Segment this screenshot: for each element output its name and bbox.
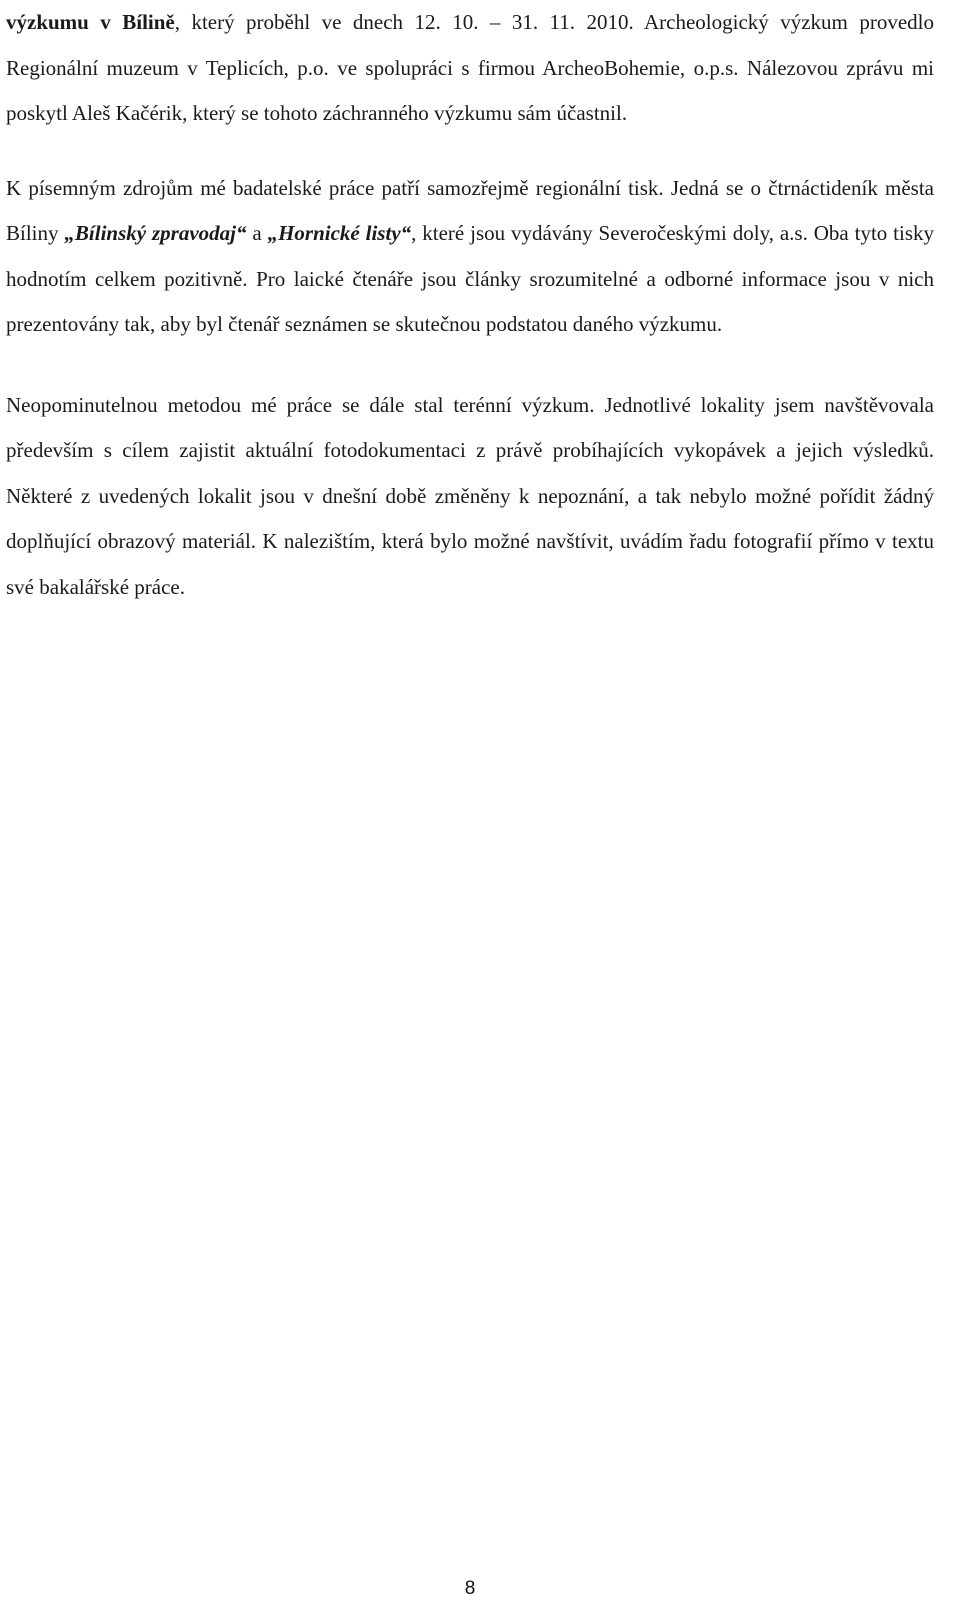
paragraph-text: K písemným zdrojům mé badatelské práce patří samozřejmě regionální tisk. Jedná se o čtrnáctideník města Bíliny [6, 175, 934, 245]
page-number: 8 [464, 1578, 476, 1599]
paragraph-text: a [246, 221, 268, 245]
paragraph-text: , které jsou vydávány Severočeskými doly, a.s. Oba tyto tisky hodnotím celkem pozitivně. Pro laické čtenáře jsou články srozumitelné a odborné informace jsou v nich prezentovány tak, aby byl čtenář seznámen se skutečnou podstatou daného výzkumu. [6, 221, 935, 336]
bold-lead-text: výzkumu v Bílině [6, 10, 175, 34]
paragraph-text: , který proběhl ve dnech 12. 10. – 31. 11. 2010. Archeologický výzkum provedlo Regionální muzeum v Teplicích, p.o. ve spolupráci s firmou ArcheoBohemie, o.p.s. Nálezovou zprávu mi poskytl Aleš Kačérik, který se tohoto záchranného výzkumu sám účastnil. [6, 10, 934, 125]
newspaper-title-bilinsky-zpravodaj: „Bílinský zpravodaj“ [64, 221, 247, 245]
paragraph-excavation-report [6, 0, 934, 137]
newspaper-title-hornicke-listy: „Hornické listy“ [267, 221, 412, 245]
document-page [6, 0, 934, 610]
paragraph-written-sources [6, 166, 934, 348]
paragraph-field-research [6, 383, 934, 611]
paragraph-text: Neopominutelnou metodou mé práce se dále stal terénní výzkum. Jednotlivé lokality jsem navštěvovala především s cílem zajistit aktuální fotodokumentaci z právě probíhajících vykopávek a jejich výsledků. Některé z uvedených lokalit jsou v dnešní době změněny k nepoznání, a tak nebylo možné pořídit žádný doplňující obrazový materiál. K nalezištím, která bylo možné navštívit, uvádím řadu fotografií přímo v textu své bakalářské práce. [6, 392, 934, 599]
